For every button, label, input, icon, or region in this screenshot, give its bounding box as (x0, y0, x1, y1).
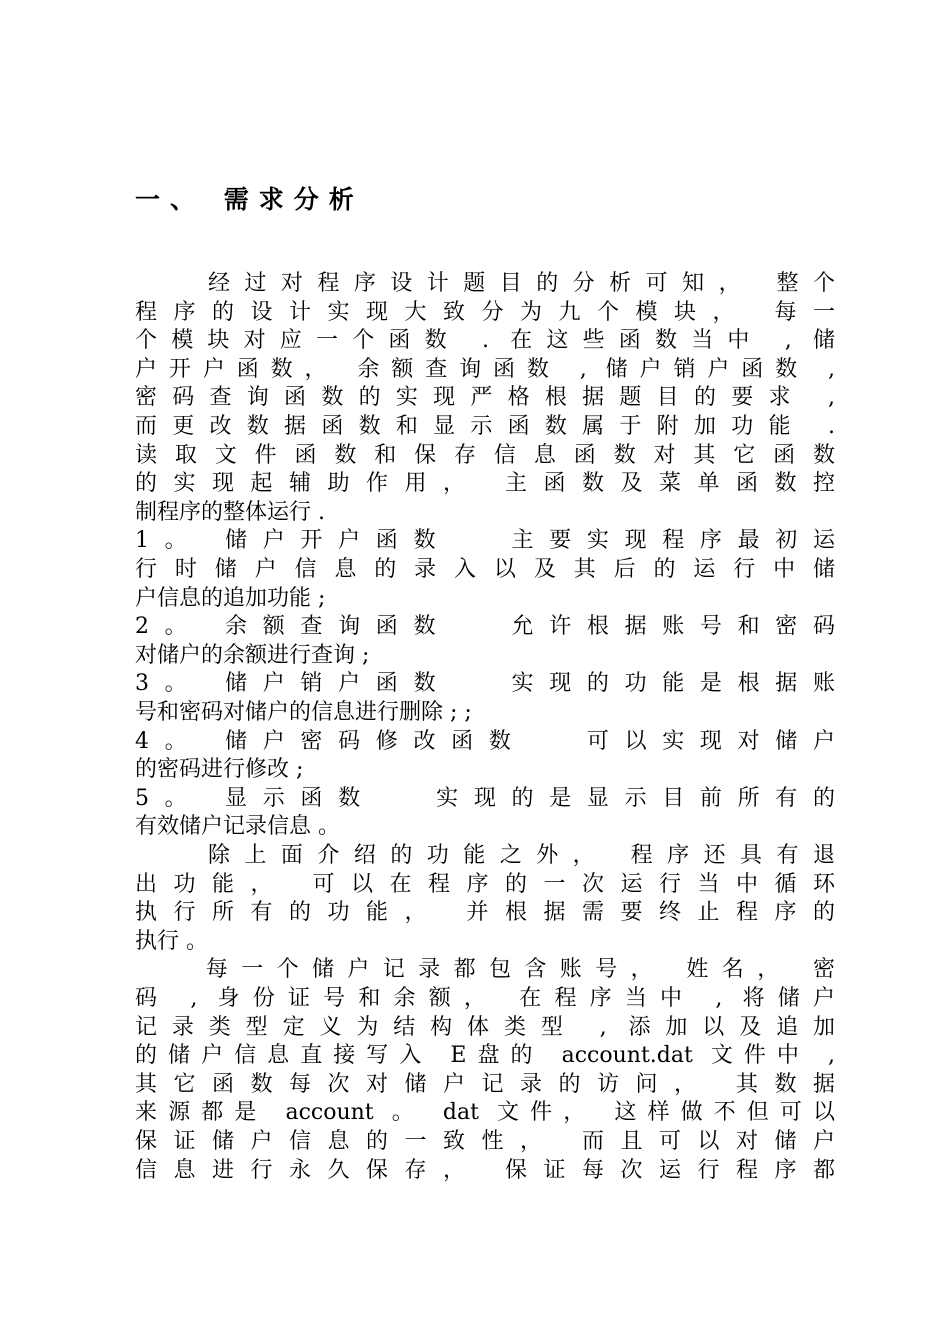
text-line: 除上面介绍的功能之外， 程序还具有退 (135, 843, 835, 868)
text-line: 4。 储户密码修改函数 可以实现对储户 (135, 728, 835, 754)
text-line: 户开户函数， 余额查询函数 , 储户销户函数 , (135, 356, 835, 382)
text-line: 号和密码对储户的信息进行删除 ; ; (135, 700, 472, 725)
text-line: 执行所有的功能， 并根据需要终止程序的 (135, 900, 835, 926)
text-line: 记录类型定义为结构体类型 , 添加以及追加 (135, 1014, 835, 1040)
text-line: 每一个储户记录都包含账号， 姓名， 密 (135, 957, 835, 983)
text-line: 有效储户记录信息 。 (135, 814, 340, 840)
text-line: 经过对程序设计题目的分析可知， 整个 (135, 271, 835, 296)
text-line: 对储户的余额进行查询 ; (135, 642, 370, 668)
text-line: 的实现起辅助作用， 主函数及菜单函数控 (135, 471, 835, 497)
text-line: 户信息的追加功能 ; (135, 585, 326, 611)
text-line: 3。 储户销户函数 实现的功能是根据账 (135, 671, 835, 697)
text-line: 其它函数每次对储户记录的访问， 其数据 (135, 1071, 835, 1097)
text-line: 保证储户信息的一致性， 而且可以对储户 (135, 1129, 835, 1154)
text-line: 制程序的整体运行 . (135, 499, 325, 525)
text-line: 出功能， 可以在程序的一次运行当中循环 (135, 871, 835, 897)
text-line: 行时储户信息的录入以及其后的运行中储 (135, 557, 835, 582)
text-line: 码 , 身份证号和余额， 在程序当中 , 将储户 (135, 986, 835, 1011)
text-line: 5。 显示函数 实现的是显示目前所有的 (135, 785, 835, 811)
text-line: 执行 。 (135, 928, 208, 954)
text-line: 的密码进行修改 ; (135, 757, 304, 783)
text-line: 1。 储户开户函数 主要实现程序最初运 (135, 528, 835, 554)
text-line: 的储户信息直接写入 E盘的 account.dat 文件中 , (135, 1043, 835, 1069)
text-line: 而更改数据函数和显示函数属于附加功能 . (135, 414, 835, 439)
section-heading: 一、 需求分析 (135, 185, 364, 214)
text-line: 读取文件函数和保存信息函数对其它函数 (135, 442, 835, 468)
text-line: 来源都是 account 。 dat 文件， 这样做不但可以 (135, 1100, 835, 1126)
text-line: 密码查询函数的实现严格根据题目的要求 , (135, 385, 835, 411)
text-line: 个模块对应一个函数 . 在这些函数当中 , 储 (135, 328, 835, 354)
text-line: 2。 余额查询函数 允许根据账号和密码 (135, 614, 835, 640)
text-line: 程序的设计实现大致分为九个模块， 每一 (135, 299, 835, 325)
text-line: 信息进行永久保存， 保证每次运行程序都 (135, 1157, 835, 1183)
